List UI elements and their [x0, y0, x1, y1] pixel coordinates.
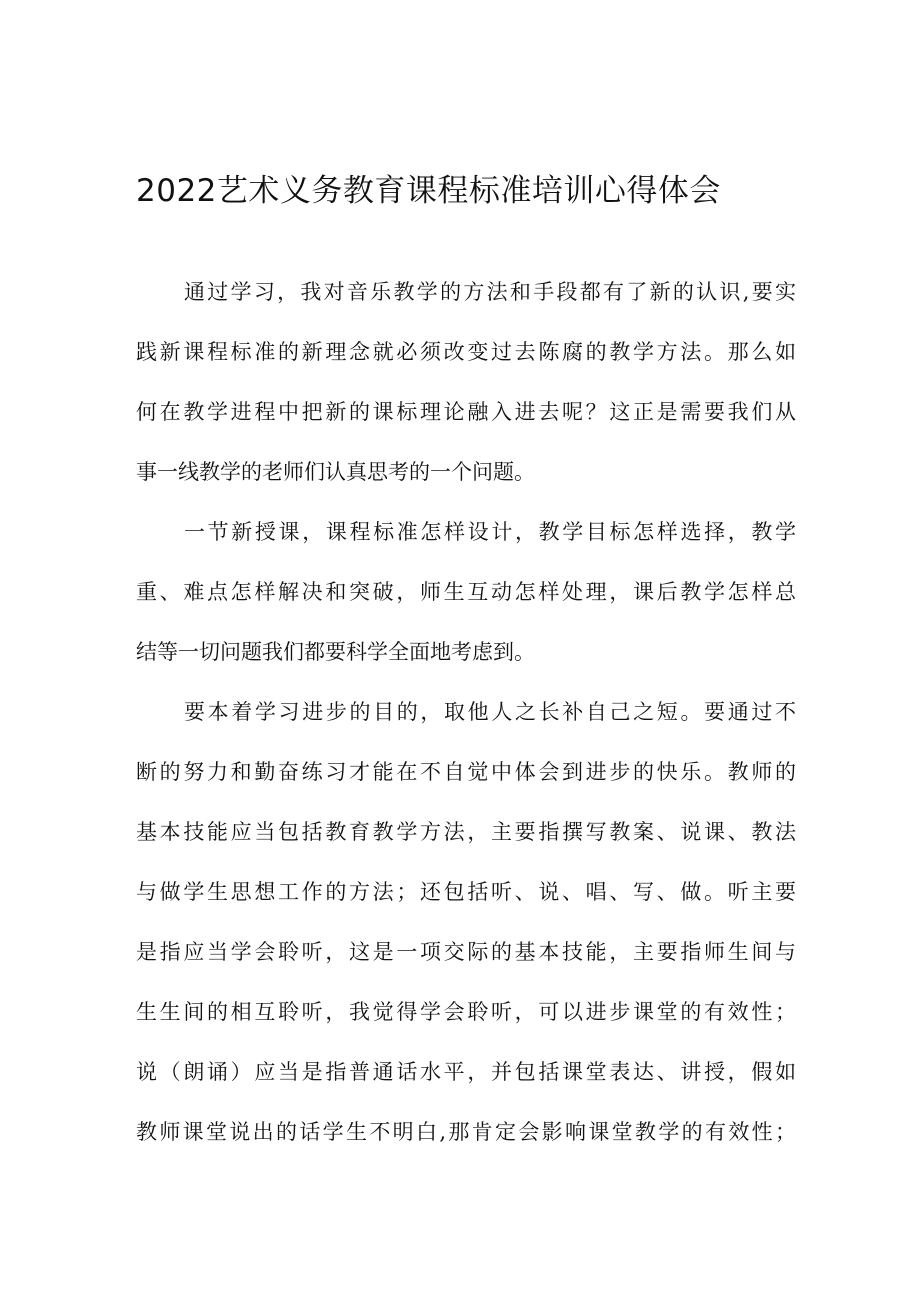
paragraph-line: 要本着学习进步的目的，取他人之长补自己之短。要通过不	[184, 700, 796, 724]
paragraph-line: 断的努力和勤奋练习才能在不自觉中体会到进步的快乐。教师的	[136, 760, 796, 784]
paragraph-line: 事一线教学的老师们认真思考的一个问题。	[136, 460, 535, 484]
paragraph-line: 通过学习，我对音乐教学的方法和手段都有了新的认识,要实	[184, 280, 796, 304]
paragraph-line: 一节新授课，课程标准怎样设计，教学目标怎样选择，教学	[184, 520, 796, 544]
paragraph-line: 重、难点怎样解决和突破，师生互动怎样处理，课后教学怎样总	[136, 580, 796, 604]
paragraph-line: 与做学生思想工作的方法；还包括听、说、唱、写、做。听主要	[136, 880, 796, 904]
paragraph-line: 基本技能应当包括教育教学方法，主要指撰写教案、说课、教法	[136, 820, 796, 844]
paragraph-line: 结等一切问题我们都要科学全面地考虑到。	[136, 640, 535, 664]
paragraph-3	[136, 692, 796, 1172]
paragraph-line: 教师课堂说出的话学生不明白,那肯定会影响课堂教学的有效性；	[136, 1120, 796, 1144]
paragraph-line: 生生间的相互聆听，我觉得学会聆听，可以进步课堂的有效性；	[136, 1000, 796, 1024]
paragraph-2	[136, 512, 796, 692]
paragraph-1	[136, 272, 796, 512]
paragraph-line: 何在教学进程中把新的课标理论融入进去呢？这正是需要我们从	[136, 400, 796, 424]
paragraph-line: 践新课程标准的新理念就必须改变过去陈腐的教学方法。那么如	[136, 340, 796, 364]
paragraph-line: 说（朗诵）应当是指普通话水平，并包括课堂表达、讲授，假如	[136, 1060, 796, 1084]
paragraph-line: 是指应当学会聆听，这是一项交际的基本技能，主要指师生间与	[136, 940, 796, 964]
document-body	[136, 272, 796, 1172]
document-title: 2022艺术义务教育课程标准培训心得体会	[136, 173, 721, 209]
